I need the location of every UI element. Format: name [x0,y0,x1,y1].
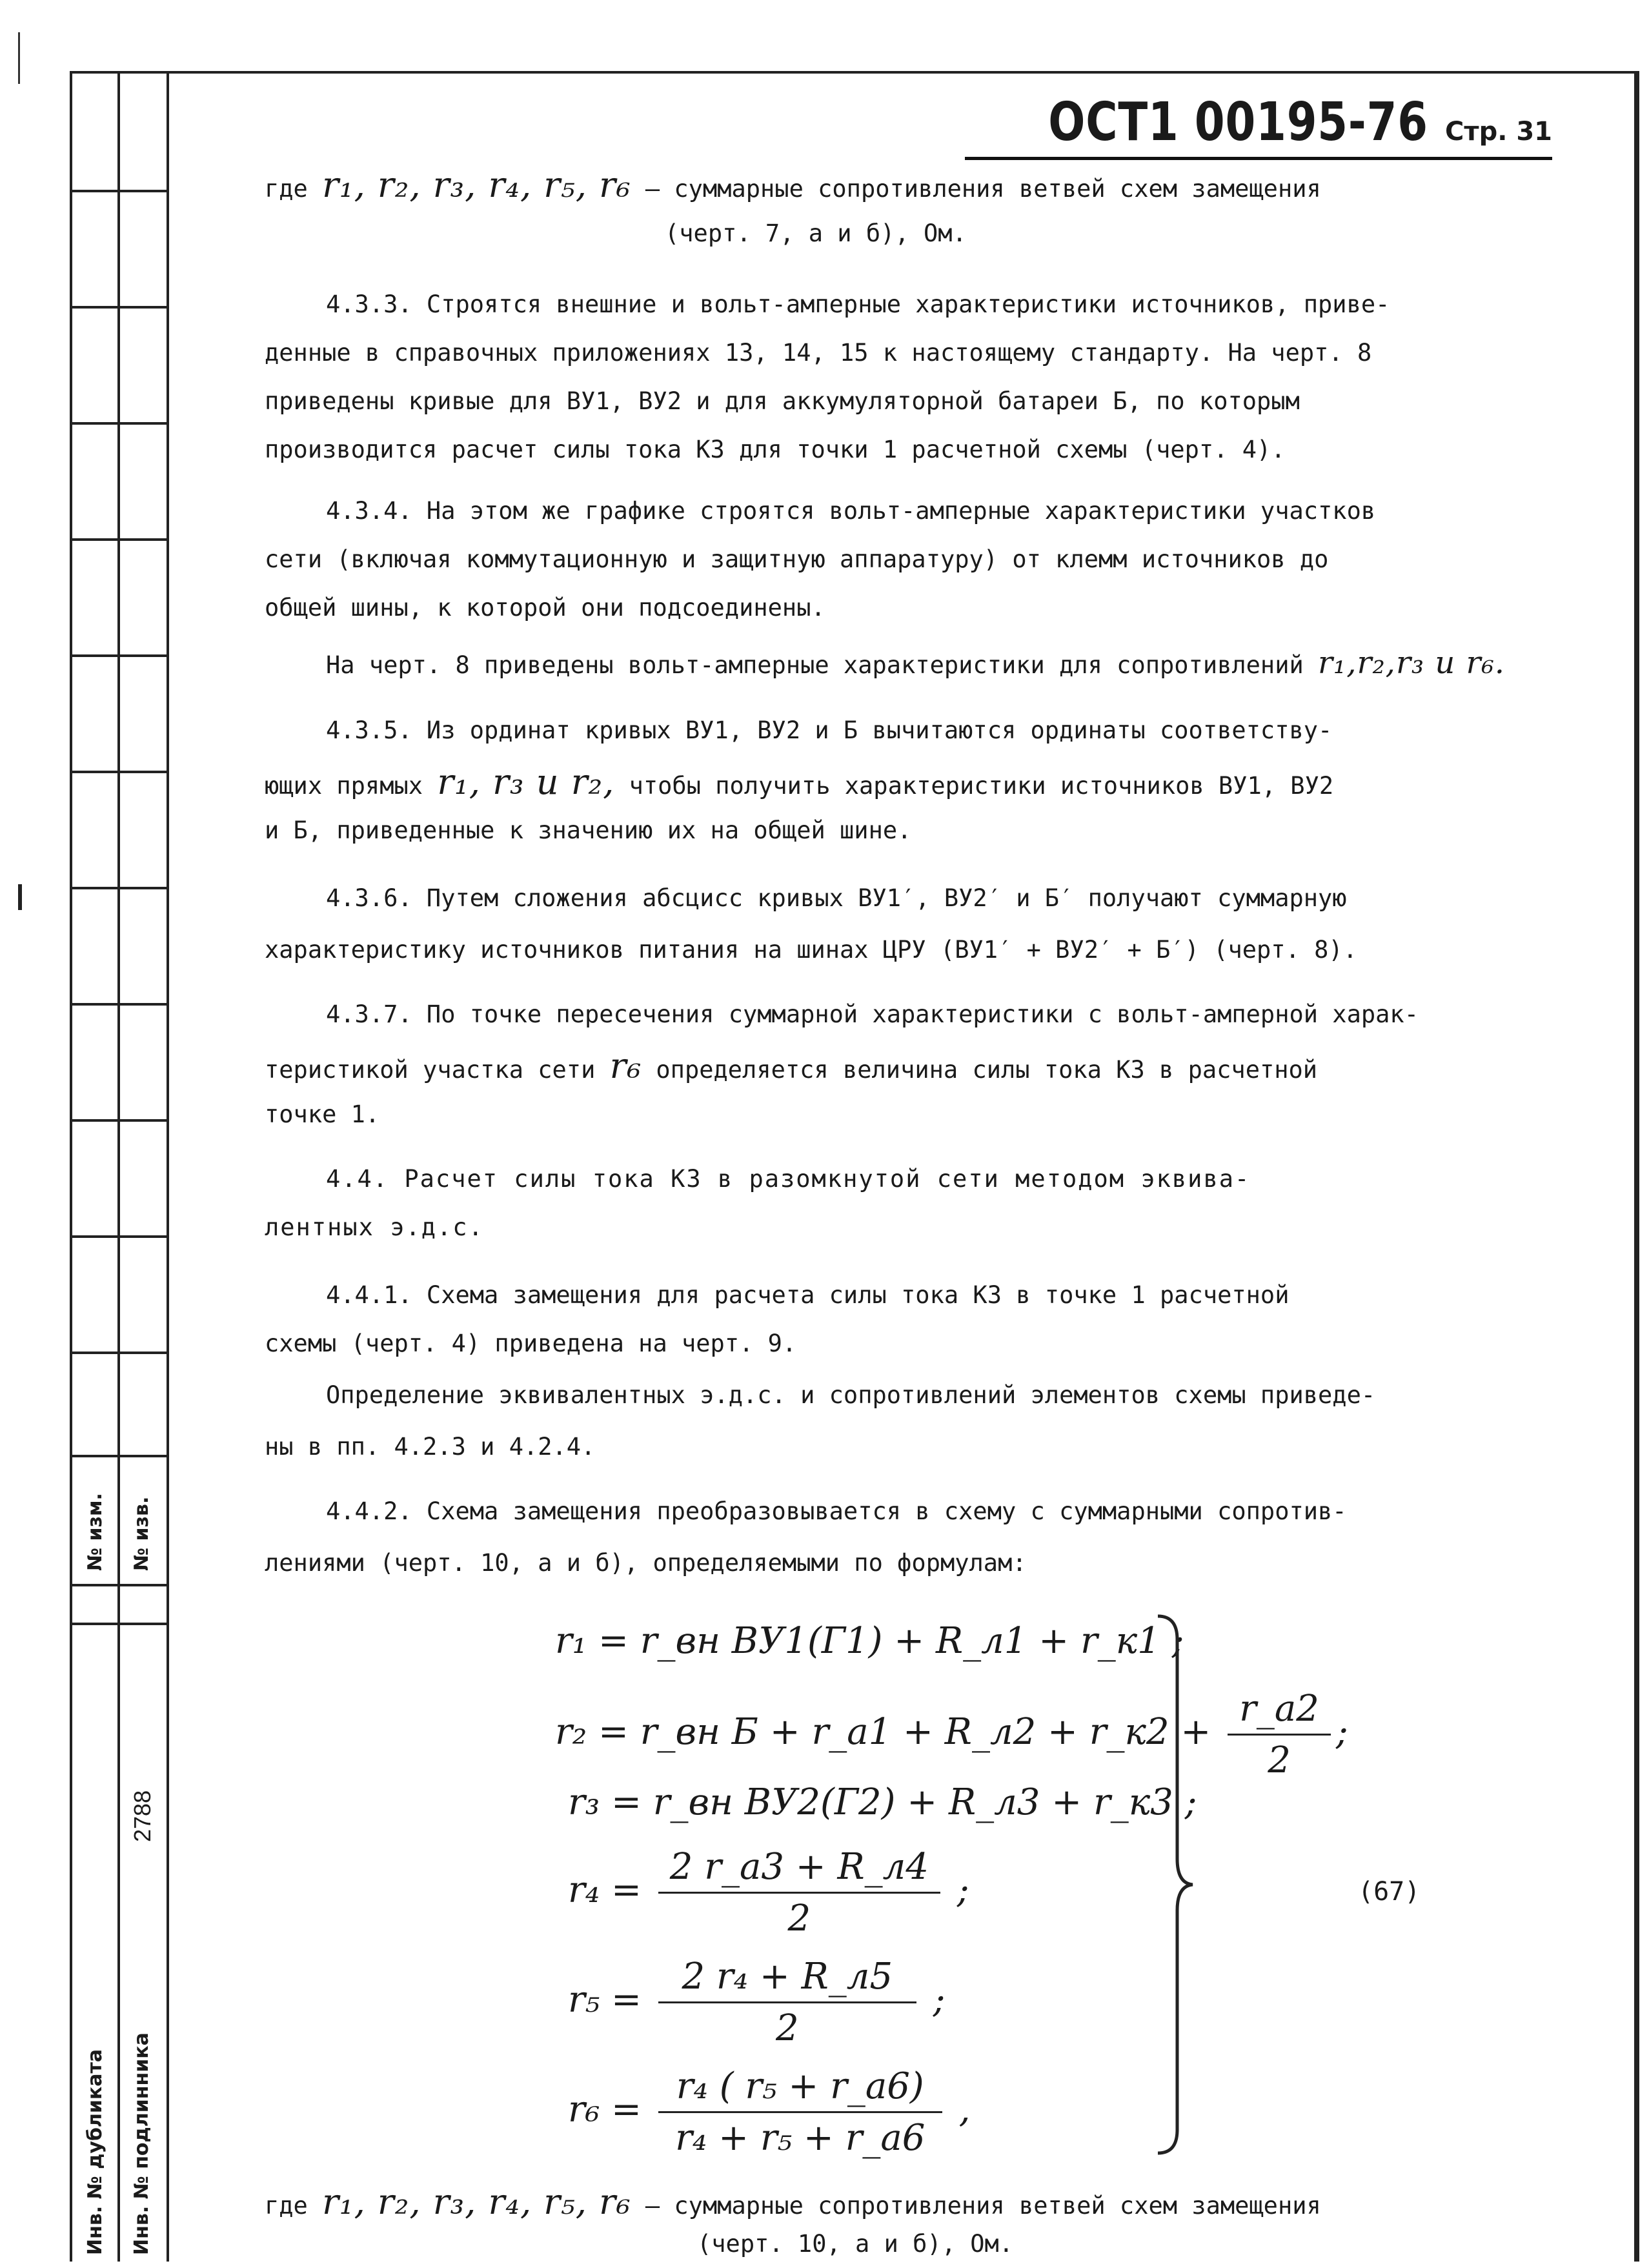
paragraph-4-3-3-line-4: производится расчет силы тока КЗ для точки 1 расчетной схемы (черт. 4). [265,436,1286,463]
paragraph-4-3-7-line-3: точке 1. [265,1100,380,1128]
where-clause-bottom-ref: (черт. 10, а и б), Ом. [697,2230,1014,2258]
formula-r5: r₅ = $\frac{\text{2 r₄ + R\_л5}}{2}$ ; [568,1956,946,2049]
formula-r1: r₁ = r_вн ВУ1(Г1) + R_л1 + r_к1 ; [555,1620,1184,1662]
paragraph-4-3-4-line-3: общей шины, к которой они подсоединены. [265,594,825,622]
paragraph-4-3-4-line-1: 4.3.4. На этом же графике строятся вольт-амперные характеристики участков [326,497,1376,525]
margin-tick [18,884,22,910]
paragraph-4-3-7-line-1: 4.3.7. По точке пересечения суммарной характеристики с вольт-амперной харак- [326,1000,1419,1028]
paragraph-4-3-3-line-2: денные в справочных приложениях 13, 14, 15 к настоящему стандарту. На черт. 8 [265,339,1372,367]
paragraph-4-3-5-line-1: 4.3.5. Из ординат кривых ВУ1, ВУ2 и Б вычитаются ординаты соответству- [326,716,1333,744]
paragraph-4-3-3-line-3: приведены кривые для ВУ1, ВУ2 и для аккумуляторной батареи Б, по которым [265,387,1300,415]
section-4-4-heading-line-1: 4.4. Расчет силы тока КЗ в разомкнутой сети методом эквива- [326,1165,1251,1193]
fraction: $\frac{r\_а2}{2}$ [1228,1688,1331,1781]
paragraph-4-3-7-line-2: теристикой участка сети r₆ определяется величина силы тока КЗ в расчетной [265,1046,1318,1086]
resistance-symbols: r₁, r₂, r₃, r₄, r₅, r₆ [322,165,631,205]
revision-number-label: № изм. [84,1493,106,1571]
page-number: Стр. 31 [1445,117,1552,147]
equation-number: (67) [1358,1877,1421,1907]
side-strip [72,74,169,2262]
fraction: $\frac{2 r\_а3 + R\_л4}{2}$ [658,1846,940,1939]
page-header [965,92,1552,160]
paragraph-4-4-1-line-1: 4.4.1. Схема замещения для расчета силы тока КЗ в точке 1 расчетной [326,1281,1290,1309]
formula-r4: r₄ = $\frac{2 r\_а3 + R\_л4}{2}$ ; [568,1846,969,1939]
fraction: $\frac{\text{2 r₄ + R\_л5}}{2}$ [658,1956,916,2049]
strip-column-2 [119,74,169,2262]
formula-r3: r₃ = r_вн ВУ2(Г2) + R_л3 + r_к3 ; [568,1781,1197,1823]
original-inventory-number: 2788 [129,1790,156,1842]
paragraph-4-4-2-line-2: лениями (черт. 10, а и б), определяемыми по формулам: [265,1549,1027,1577]
paragraph-4-3-6-line-2: характеристику источников питания на шинах ЦРУ (ВУ1′ + ВУ2′ + Б′) (черт. 8). [265,936,1357,964]
paragraph-4-3-5-line-3: и Б, приведенные к значению их на общей шине. [265,816,912,844]
resistance-symbols: r₁, r₃ и r₂, [437,762,615,802]
paragraph-4-3-6-line-1: 4.3.6. Путем сложения абсцисс кривых ВУ1′, ВУ2′ и Б′ получают суммарную [326,884,1347,912]
resistance-symbols: r₁, r₂, r₃, r₄, r₅, r₆ [322,2182,631,2222]
paragraph-4-3-4-line-2: сети (включая коммутационную и защитную аппаратуру) от клемм источников до [265,545,1329,573]
formula-r6: r₆ = $\frac{\text{r₄ ( r₅ + r\_а6)}}{\text{r₄ + r₅ + r\_а6}}$ , [568,2065,971,2159]
resistance-symbols: r₁,r₂,r₃ и r₆. [1318,645,1505,681]
where-clause-bottom: где r₁, r₂, r₃, r₄, r₅, r₆ – суммарные сопротивления ветвей схем замещения [265,2182,1321,2222]
resistance-symbol: r₆ [609,1046,642,1086]
formula-r2: r₂ = r_вн Б + r_а1 + R_л2 + r_к2 + $\frac{r\_а2}{2}$ ; [555,1688,1348,1781]
strip-column-1 [72,74,120,2262]
notice-number-label: № изв. [130,1496,153,1571]
paragraph-4-4-2-line-1: 4.4.2. Схема замещения преобразовывается в схему с суммарными сопротив- [326,1497,1347,1525]
paragraph-4-4-1-line-3: Определение эквивалентных э.д.с. и сопротивлений элементов схемы приведе- [326,1381,1376,1409]
where-clause-top-ref: (черт. 7, а и б), Ом. [665,219,967,247]
paragraph-4-4-1-line-2: схемы (черт. 4) приведена на черт. 9. [265,1330,797,1357]
where-clause-top: где r₁, r₂, r₃, r₄, r₅, r₆ – суммарные сопротивления ветвей схем замещения [265,165,1321,205]
document-code: ОСТ1 00195-76 [1048,92,1429,153]
original-inventory-label: Инв. № подлинника [130,2032,153,2255]
right-brace [1155,1614,1194,2156]
paragraph-4-3-5-line-2: ющих прямых r₁, r₃ и r₂, чтобы получить характеристики источников ВУ1, ВУ2 [265,762,1334,802]
paragraph-4-4-1-line-4: ны в пп. 4.2.3 и 4.2.4. [265,1433,596,1461]
fraction: $\frac{\text{r₄ ( r₅ + r\_а6)}}{\text{r₄ + r₅ + r\_а6}}$ [658,2065,942,2159]
duplicate-inventory-label: Инв. № дубликата [84,2049,106,2255]
margin-line [18,32,20,84]
paragraph-4-3-4-line-4: На черт. 8 приведены вольт-амперные характеристики для сопротивлений r₁,r₂,r₃ и r₆. [326,645,1505,681]
section-4-4-heading-line-2: лентных э.д.с. [265,1213,484,1241]
paragraph-4-3-3-line-1: 4.3.3. Строятся внешние и вольт-амперные характеристики источников, приве- [326,290,1390,318]
